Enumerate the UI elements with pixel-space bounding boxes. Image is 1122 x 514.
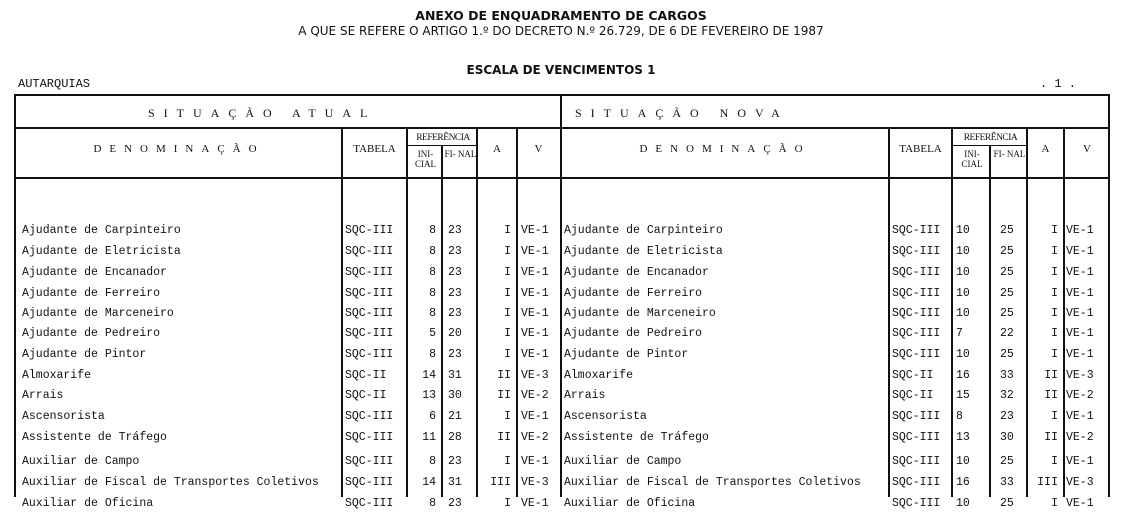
cell-inicial: 10 (956, 307, 970, 320)
cell-tabela: SQC-III (345, 307, 394, 320)
table-row (561, 284, 1110, 304)
cell-a: II (1044, 389, 1058, 402)
cell-inicial: 13 (956, 431, 970, 444)
cell-a: I (504, 348, 511, 361)
cell-final: 23 (448, 307, 462, 320)
cell-a: I (1051, 327, 1058, 340)
cell-inicial: 8 (429, 497, 436, 510)
column-headers (561, 129, 1110, 179)
cell-inicial: 16 (956, 369, 970, 382)
cell-a: I (1051, 245, 1058, 258)
cell-denominacao: Ajudante de Marceneiro (22, 307, 174, 320)
cell-tabela: SQC-III (892, 497, 941, 510)
cell-denominacao: Almoxarife (564, 369, 634, 382)
cell-v: VE-1 (1066, 266, 1094, 279)
cell-tabela: SQC-III (892, 348, 941, 361)
document-title: ANEXO DE ENQUADRAMENTO DE CARGOS (415, 8, 707, 23)
cell-final: 21 (448, 410, 462, 423)
cell-final: 23 (448, 497, 462, 510)
document-subtitle: A QUE SE REFERE O ARTIGO 1.º DO DECRETO N.º 26.729, DE 6 DE FEVEREIRO DE 1987 (298, 24, 824, 38)
new-heading: SITUAÇÃO NOVA (561, 96, 1110, 129)
table-row (16, 345, 560, 365)
cell-inicial: 8 (429, 348, 436, 361)
referencia-label: REFERÊNCIA (953, 129, 1028, 146)
cell-denominacao: Arrais (564, 389, 606, 402)
cell-final: 31 (448, 369, 462, 382)
cell-v: VE-1 (1066, 455, 1094, 468)
table-row (16, 263, 560, 283)
cell-final: 25 (1000, 266, 1014, 279)
cell-denominacao: Ajudante de Marceneiro (564, 307, 716, 320)
cell-denominacao: Auxiliar de Oficina (22, 497, 154, 510)
cell-final: 32 (1000, 389, 1014, 402)
cell-v: VE-1 (521, 287, 549, 300)
cell-final: 25 (1000, 348, 1014, 361)
cell-v: VE-3 (521, 476, 549, 489)
cell-inicial: 10 (956, 245, 970, 258)
cell-tabela: SQC-III (345, 348, 394, 361)
table-row (561, 304, 1110, 324)
table-row (561, 221, 1110, 241)
cell-a: I (1051, 455, 1058, 468)
cell-final: 23 (448, 287, 462, 300)
cell-tabela: SQC-III (892, 431, 941, 444)
table-row (561, 428, 1110, 448)
table-row (561, 263, 1110, 283)
cell-final: 20 (448, 327, 462, 340)
cell-a: I (504, 455, 511, 468)
cell-denominacao: Arrais (22, 389, 64, 402)
cell-a: I (504, 327, 511, 340)
cell-final: 23 (448, 224, 462, 237)
cell-inicial: 8 (429, 307, 436, 320)
header-final: FI- NAL (444, 149, 477, 159)
column-headers (16, 129, 560, 179)
header-inicial: INI- CIAL (961, 149, 983, 169)
header-inicial: INI- CIAL (415, 149, 436, 169)
referencia-label: REFERÊNCIA (408, 129, 478, 146)
table-row (16, 304, 560, 324)
cell-v: VE-1 (1066, 307, 1094, 320)
cell-final: 22 (1000, 327, 1014, 340)
cell-final: 23 (448, 266, 462, 279)
cell-inicial: 8 (429, 266, 436, 279)
cell-tabela: SQC-III (345, 431, 394, 444)
header-v: V (1083, 143, 1091, 155)
cell-denominacao: Almoxarife (22, 369, 92, 382)
header-a: A (1041, 143, 1050, 155)
cell-a: I (504, 410, 511, 423)
cell-final: 23 (1000, 410, 1014, 423)
header-a: A (493, 143, 501, 155)
cell-denominacao: Ajudante de Ferreiro (564, 287, 703, 300)
cell-inicial: 8 (429, 245, 436, 258)
cell-a: I (504, 266, 511, 279)
cell-tabela: SQC-III (892, 224, 941, 237)
cell-tabela: SQC-III (892, 455, 941, 468)
table-row (16, 324, 560, 344)
cell-final: 33 (1000, 476, 1014, 489)
table-row (561, 386, 1110, 406)
table-row (561, 452, 1110, 472)
cell-tabela: SQC-II (345, 389, 387, 402)
cell-inicial: 10 (956, 455, 970, 468)
table-row (16, 407, 560, 427)
header-referencia (951, 129, 1028, 177)
cell-v: VE-1 (1066, 497, 1094, 510)
cell-v: VE-1 (521, 348, 549, 361)
table-row (561, 494, 1110, 514)
table-row (16, 473, 560, 493)
cell-final: 25 (1000, 287, 1014, 300)
cell-a: II (497, 431, 511, 444)
cell-a: II (1044, 369, 1058, 382)
cell-a: I (504, 307, 511, 320)
table-row (561, 473, 1110, 493)
cell-final: 30 (1000, 431, 1014, 444)
cell-final: 28 (448, 431, 462, 444)
cell-v: VE-2 (1066, 389, 1094, 402)
cell-final: 31 (448, 476, 462, 489)
table-row (16, 428, 560, 448)
table-row (16, 494, 560, 514)
cell-inicial: 10 (956, 224, 970, 237)
cell-v: VE-3 (1066, 476, 1094, 489)
cell-denominacao: Ajudante de Carpinteiro (564, 224, 723, 237)
cell-tabela: SQC-II (892, 369, 934, 382)
cell-v: VE-1 (521, 245, 549, 258)
cell-denominacao: Assistente de Tráfego (22, 431, 167, 444)
current-heading: SITUAÇÃO ATUAL (16, 96, 560, 129)
cell-v: VE-2 (521, 389, 549, 402)
table-row (16, 452, 560, 472)
cell-final: 25 (1000, 245, 1014, 258)
cell-a: I (504, 287, 511, 300)
cell-a: I (1051, 287, 1058, 300)
table-row (561, 324, 1110, 344)
cell-tabela: SQC-II (345, 369, 387, 382)
cell-v: VE-1 (1066, 410, 1094, 423)
cell-v: VE-1 (521, 224, 549, 237)
cell-inicial: 8 (956, 410, 963, 423)
cell-inicial: 6 (429, 410, 436, 423)
cell-inicial: 10 (956, 287, 970, 300)
cell-tabela: SQC-III (345, 476, 394, 489)
cell-denominacao: Ajudante de Encanador (22, 266, 167, 279)
cell-denominacao: Auxiliar de Fiscal de Transportes Coletivos (564, 476, 861, 489)
cell-a: III (1037, 476, 1058, 489)
cell-tabela: SQC-III (892, 266, 941, 279)
table-row (16, 366, 560, 386)
cell-tabela: SQC-III (345, 327, 394, 340)
cell-inicial: 11 (422, 431, 436, 444)
header-final: FI- NAL (993, 149, 1026, 159)
cell-inicial: 16 (956, 476, 970, 489)
cell-inicial: 8 (429, 455, 436, 468)
table-row (16, 386, 560, 406)
cell-v: VE-1 (1066, 327, 1094, 340)
cell-a: I (1051, 307, 1058, 320)
cell-inicial: 8 (429, 224, 436, 237)
cell-inicial: 10 (956, 497, 970, 510)
cell-a: III (490, 476, 511, 489)
cell-tabela: SQC-III (892, 410, 941, 423)
cell-a: I (1051, 348, 1058, 361)
cell-v: VE-1 (1066, 245, 1094, 258)
header-tabela: TABELA (353, 143, 396, 155)
classification-table (14, 94, 1110, 510)
table-row (561, 407, 1110, 427)
cell-inicial: 8 (429, 287, 436, 300)
section-label: AUTARQUIAS (18, 77, 91, 91)
cell-inicial: 5 (429, 327, 436, 340)
cell-a: II (1044, 431, 1058, 444)
header-referencia (406, 129, 478, 177)
cell-inicial: 14 (422, 476, 436, 489)
cell-denominacao: Auxiliar de Fiscal de Transportes Coletivos (22, 476, 319, 489)
header-denominacao: DENOMINAÇÃO (93, 143, 265, 155)
cell-v: VE-2 (1066, 431, 1094, 444)
header-denominacao: DENOMINAÇÃO (639, 143, 811, 155)
cell-denominacao: Ajudante de Carpinteiro (22, 224, 181, 237)
cell-denominacao: Ajudante de Ferreiro (22, 287, 161, 300)
cell-denominacao: Auxiliar de Oficina (564, 497, 696, 510)
cell-a: I (1051, 224, 1058, 237)
cell-tabela: SQC-III (892, 476, 941, 489)
cell-denominacao: Ajudante de Eletricista (22, 245, 181, 258)
cell-inicial: 15 (956, 389, 970, 402)
table-row (16, 221, 560, 241)
cell-v: VE-3 (521, 369, 549, 382)
cell-v: VE-1 (521, 455, 549, 468)
cell-denominacao: Ajudante de Encanador (564, 266, 709, 279)
cell-final: 30 (448, 389, 462, 402)
cell-final: 25 (1000, 455, 1014, 468)
current-situation (16, 96, 562, 510)
table-row (16, 242, 560, 262)
cell-denominacao: Ajudante de Pedreiro (22, 327, 161, 340)
cell-a: I (1051, 266, 1058, 279)
cell-inicial: 10 (956, 266, 970, 279)
cell-denominacao: Ascensorista (564, 410, 647, 423)
cell-a: I (504, 224, 511, 237)
cell-a: I (1051, 497, 1058, 510)
cell-final: 25 (1000, 224, 1014, 237)
cell-tabela: SQC-III (892, 245, 941, 258)
cell-v: VE-1 (1066, 287, 1094, 300)
cell-final: 23 (448, 348, 462, 361)
cell-denominacao: Ajudante de Pintor (564, 348, 689, 361)
cell-denominacao: Ajudante de Eletricista (564, 245, 723, 258)
cell-final: 33 (1000, 369, 1014, 382)
cell-denominacao: Auxiliar de Campo (564, 455, 682, 468)
cell-tabela: SQC-III (345, 245, 394, 258)
cell-final: 23 (448, 245, 462, 258)
cell-tabela: SQC-III (345, 455, 394, 468)
table-row (561, 345, 1110, 365)
cell-denominacao: Ascensorista (22, 410, 105, 423)
cell-denominacao: Ajudante de Pintor (22, 348, 147, 361)
cell-v: VE-1 (521, 410, 549, 423)
scale-title: ESCALA DE VENCIMENTOS 1 (466, 63, 656, 77)
cell-tabela: SQC-III (892, 327, 941, 340)
cell-tabela: SQC-III (345, 497, 394, 510)
cell-v: VE-1 (521, 266, 549, 279)
cell-final: 25 (1000, 497, 1014, 510)
cell-v: VE-1 (521, 497, 549, 510)
cell-tabela: SQC-III (892, 307, 941, 320)
cell-inicial: 14 (422, 369, 436, 382)
cell-v: VE-1 (521, 307, 549, 320)
cell-denominacao: Ajudante de Pedreiro (564, 327, 703, 340)
cell-tabela: SQC-III (892, 287, 941, 300)
cell-a: II (497, 389, 511, 402)
cell-tabela: SQC-III (345, 410, 394, 423)
cell-tabela: SQC-II (892, 389, 934, 402)
cell-v: VE-1 (521, 327, 549, 340)
cell-a: I (1051, 410, 1058, 423)
cell-a: II (497, 369, 511, 382)
cell-v: VE-2 (521, 431, 549, 444)
new-situation (561, 96, 1110, 510)
cell-a: I (504, 245, 511, 258)
table-row (561, 366, 1110, 386)
cell-denominacao: Auxiliar de Campo (22, 455, 140, 468)
header-tabela: TABELA (899, 143, 942, 155)
cell-inicial: 7 (956, 327, 963, 340)
cell-a: I (504, 497, 511, 510)
cell-v: VE-1 (1066, 224, 1094, 237)
cell-v: VE-1 (1066, 348, 1094, 361)
cell-final: 25 (1000, 307, 1014, 320)
header-v: V (534, 143, 543, 155)
table-row (561, 242, 1110, 262)
cell-tabela: SQC-III (345, 224, 394, 237)
cell-final: 23 (448, 455, 462, 468)
cell-tabela: SQC-III (345, 266, 394, 279)
cell-tabela: SQC-III (345, 287, 394, 300)
cell-v: VE-3 (1066, 369, 1094, 382)
cell-denominacao: Assistente de Tráfego (564, 431, 709, 444)
cell-inicial: 13 (422, 389, 436, 402)
page-number: . 1 . (1040, 77, 1077, 91)
cell-inicial: 10 (956, 348, 970, 361)
table-row (16, 284, 560, 304)
